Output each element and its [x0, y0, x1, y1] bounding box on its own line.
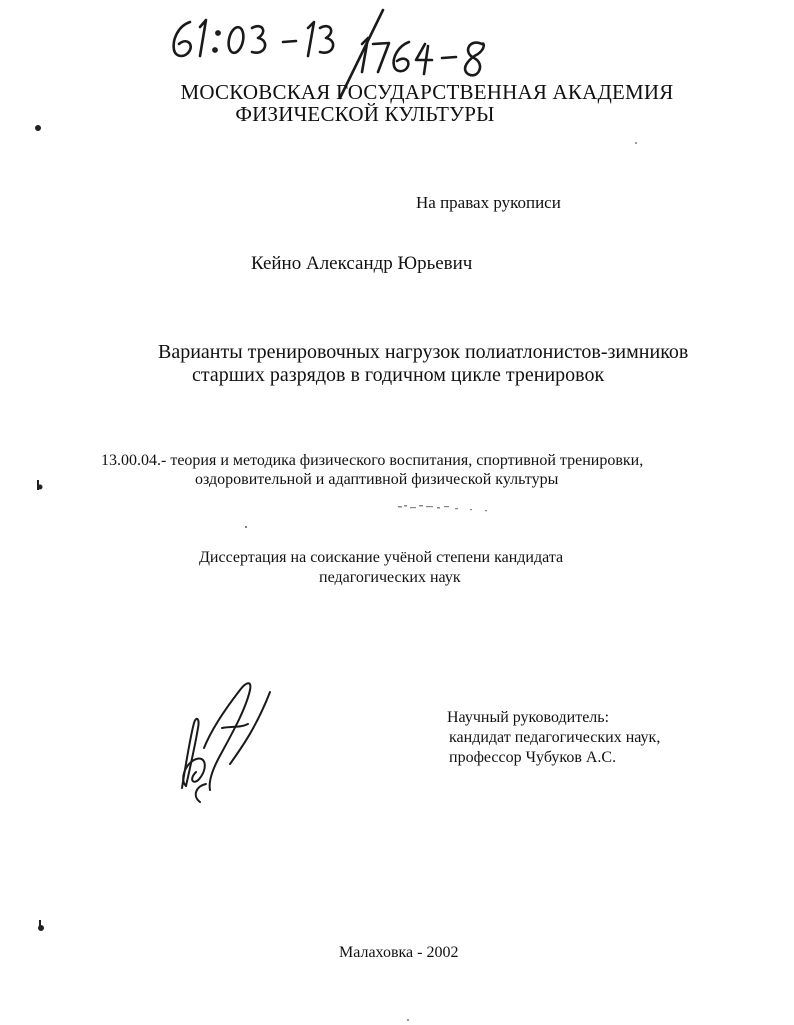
advisor-name: профессор Чубуков А.С.	[449, 749, 617, 766]
degree-line-1: Диссертация на соискание учёной степени кандидата	[199, 549, 564, 566]
advisor-label: Научный руководитель:	[447, 709, 610, 726]
institution-name-line-1: МОСКОВСКАЯ ГОСУДАРСТВЕННАЯ АКАДЕМИЯ	[180, 80, 674, 104]
thesis-title-line-2: старших разрядов в годичном цикле тренировок	[192, 364, 605, 386]
manuscript-rights: На правах рукописи	[416, 193, 561, 212]
thesis-title-line-1: Варианты тренировочных нагрузок полиатлонистов-зимников	[158, 341, 689, 363]
specialty-line-1: 13.00.04.- теория и методика физического воспитания, спортивной тренировки,	[101, 452, 644, 469]
specialty-line-2: оздоровительной и адаптивной физической культуры	[195, 471, 559, 488]
city-year: Малаховка - 2002	[339, 944, 459, 961]
signature	[160, 668, 290, 808]
degree-line-2: педагогических наук	[319, 569, 461, 586]
author-name: Кейно Александр Юрьевич	[251, 253, 473, 274]
institution-name-line-2: ФИЗИЧЕСКОЙ КУЛЬТУРЫ	[235, 102, 495, 126]
advisor-degree: кандидат педагогических наук,	[449, 729, 661, 746]
